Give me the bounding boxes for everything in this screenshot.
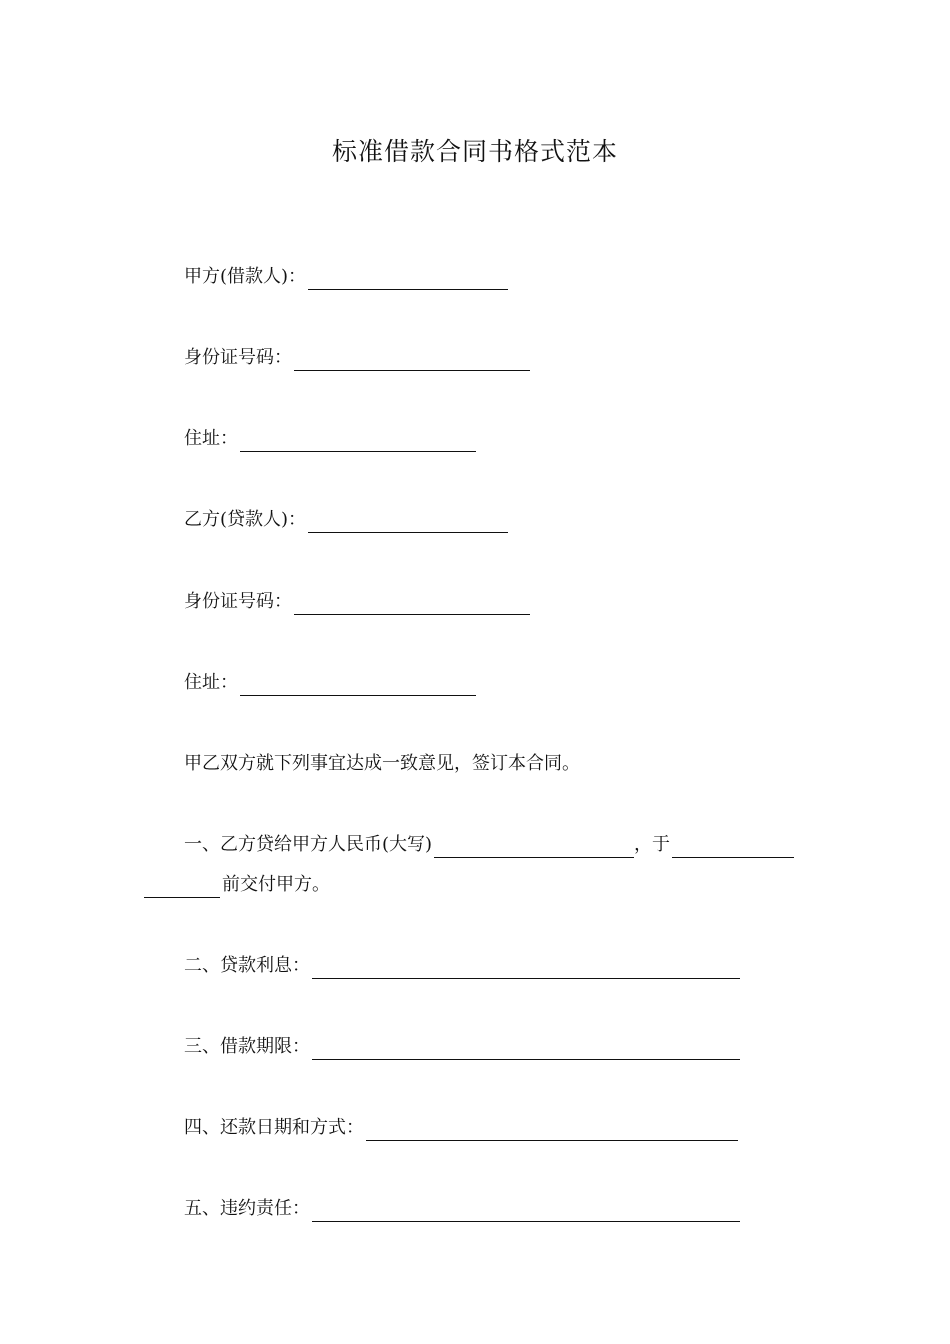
field-label: 住址： <box>184 672 238 693</box>
field-label: 身份证号码： <box>184 347 292 368</box>
clause-1-line-1 <box>184 832 794 858</box>
date-blank-continued[interactable] <box>144 877 220 898</box>
fill-blank[interactable] <box>240 675 476 696</box>
field-borrower-id <box>184 345 530 371</box>
field-lender-address <box>184 670 476 696</box>
clause-1-text: 一、乙方贷给甲方人民币(大写) <box>184 834 433 855</box>
amount-blank[interactable] <box>434 837 634 858</box>
clause-2 <box>184 953 740 979</box>
clause-label: 四、还款日期和方式： <box>184 1117 364 1138</box>
fill-blank[interactable] <box>366 1120 738 1141</box>
field-lender <box>184 507 508 533</box>
field-label: 住址： <box>184 428 238 449</box>
clause-1-ending: 前交付甲方。 <box>222 874 330 895</box>
fill-blank[interactable] <box>312 958 740 979</box>
intro-paragraph <box>184 751 580 777</box>
fill-blank[interactable] <box>294 350 530 371</box>
clause-5 <box>184 1196 740 1222</box>
date-blank[interactable] <box>672 837 794 858</box>
fill-blank[interactable] <box>308 512 508 533</box>
fill-blank[interactable] <box>294 594 530 615</box>
field-label: 甲方(借款人)： <box>184 266 307 287</box>
clause-4 <box>184 1115 738 1141</box>
clause-1-line-2 <box>144 872 330 898</box>
intro-text: 甲乙双方就下列事宜达成一致意见，签订本合同。 <box>184 753 580 774</box>
clause-1-connector: ，于 <box>634 834 671 855</box>
field-borrower <box>184 264 508 290</box>
field-borrower-address <box>184 426 476 452</box>
clause-3 <box>184 1034 740 1060</box>
field-lender-id <box>184 589 530 615</box>
clause-label: 二、贷款利息： <box>184 955 310 976</box>
fill-blank[interactable] <box>312 1201 740 1222</box>
document-title: 标准借款合同书格式范本 <box>331 137 618 166</box>
field-label: 乙方(贷款人)： <box>184 509 307 530</box>
clause-label: 三、借款期限： <box>184 1036 310 1057</box>
fill-blank[interactable] <box>312 1039 740 1060</box>
clause-label: 五、违约责任： <box>184 1198 310 1219</box>
fill-blank[interactable] <box>240 431 476 452</box>
fill-blank[interactable] <box>308 269 508 290</box>
field-label: 身份证号码： <box>184 591 292 612</box>
